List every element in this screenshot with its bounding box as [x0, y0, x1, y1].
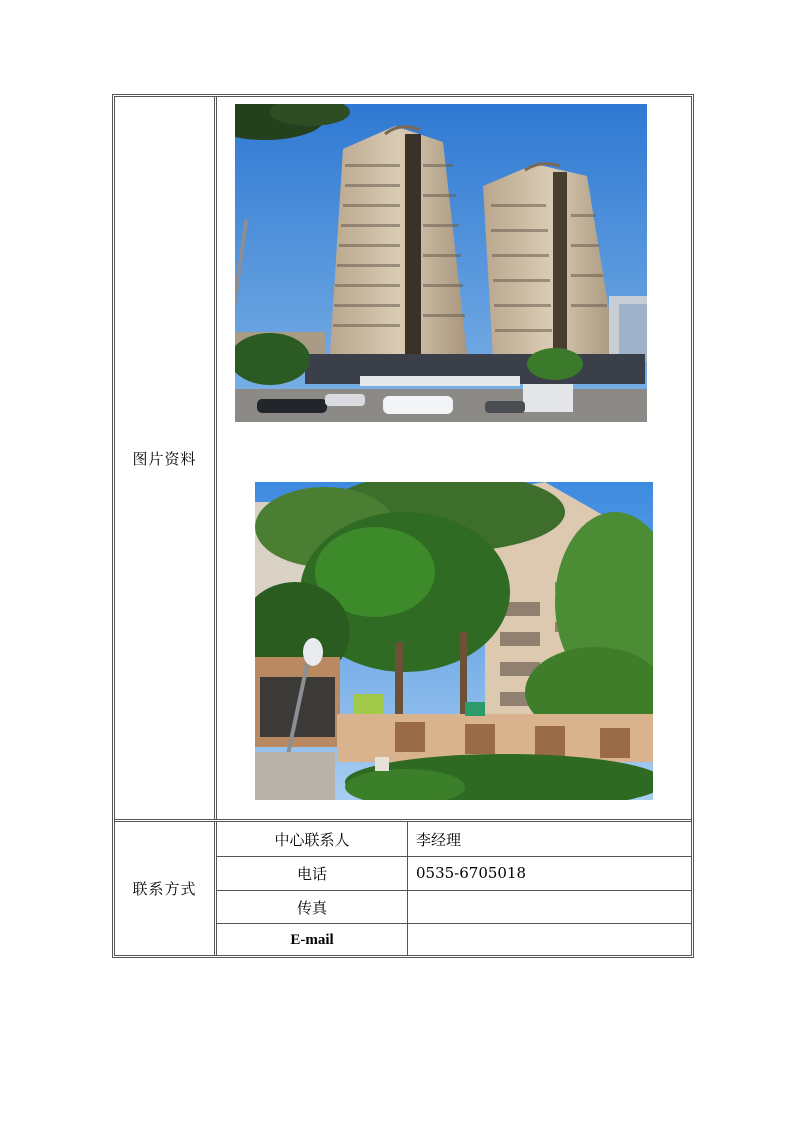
fax-field: 传真 [296, 898, 327, 917]
contact-person-value: 李经理 [416, 830, 462, 849]
garden-building-photo [255, 482, 653, 800]
email-field: E-mail [290, 931, 334, 948]
contact-person-field: 中心联系人 [274, 830, 350, 849]
phone-field: 电话 [296, 864, 327, 883]
contact-column-divider [407, 822, 408, 955]
photos-section-label: 图片资料 [132, 449, 197, 468]
email-value [416, 923, 686, 957]
contact-section-label: 联系方式 [132, 880, 197, 898]
building-towers-photo [235, 104, 647, 422]
phone-value: 0535-6705018 [416, 864, 527, 882]
fax-value [416, 890, 686, 924]
